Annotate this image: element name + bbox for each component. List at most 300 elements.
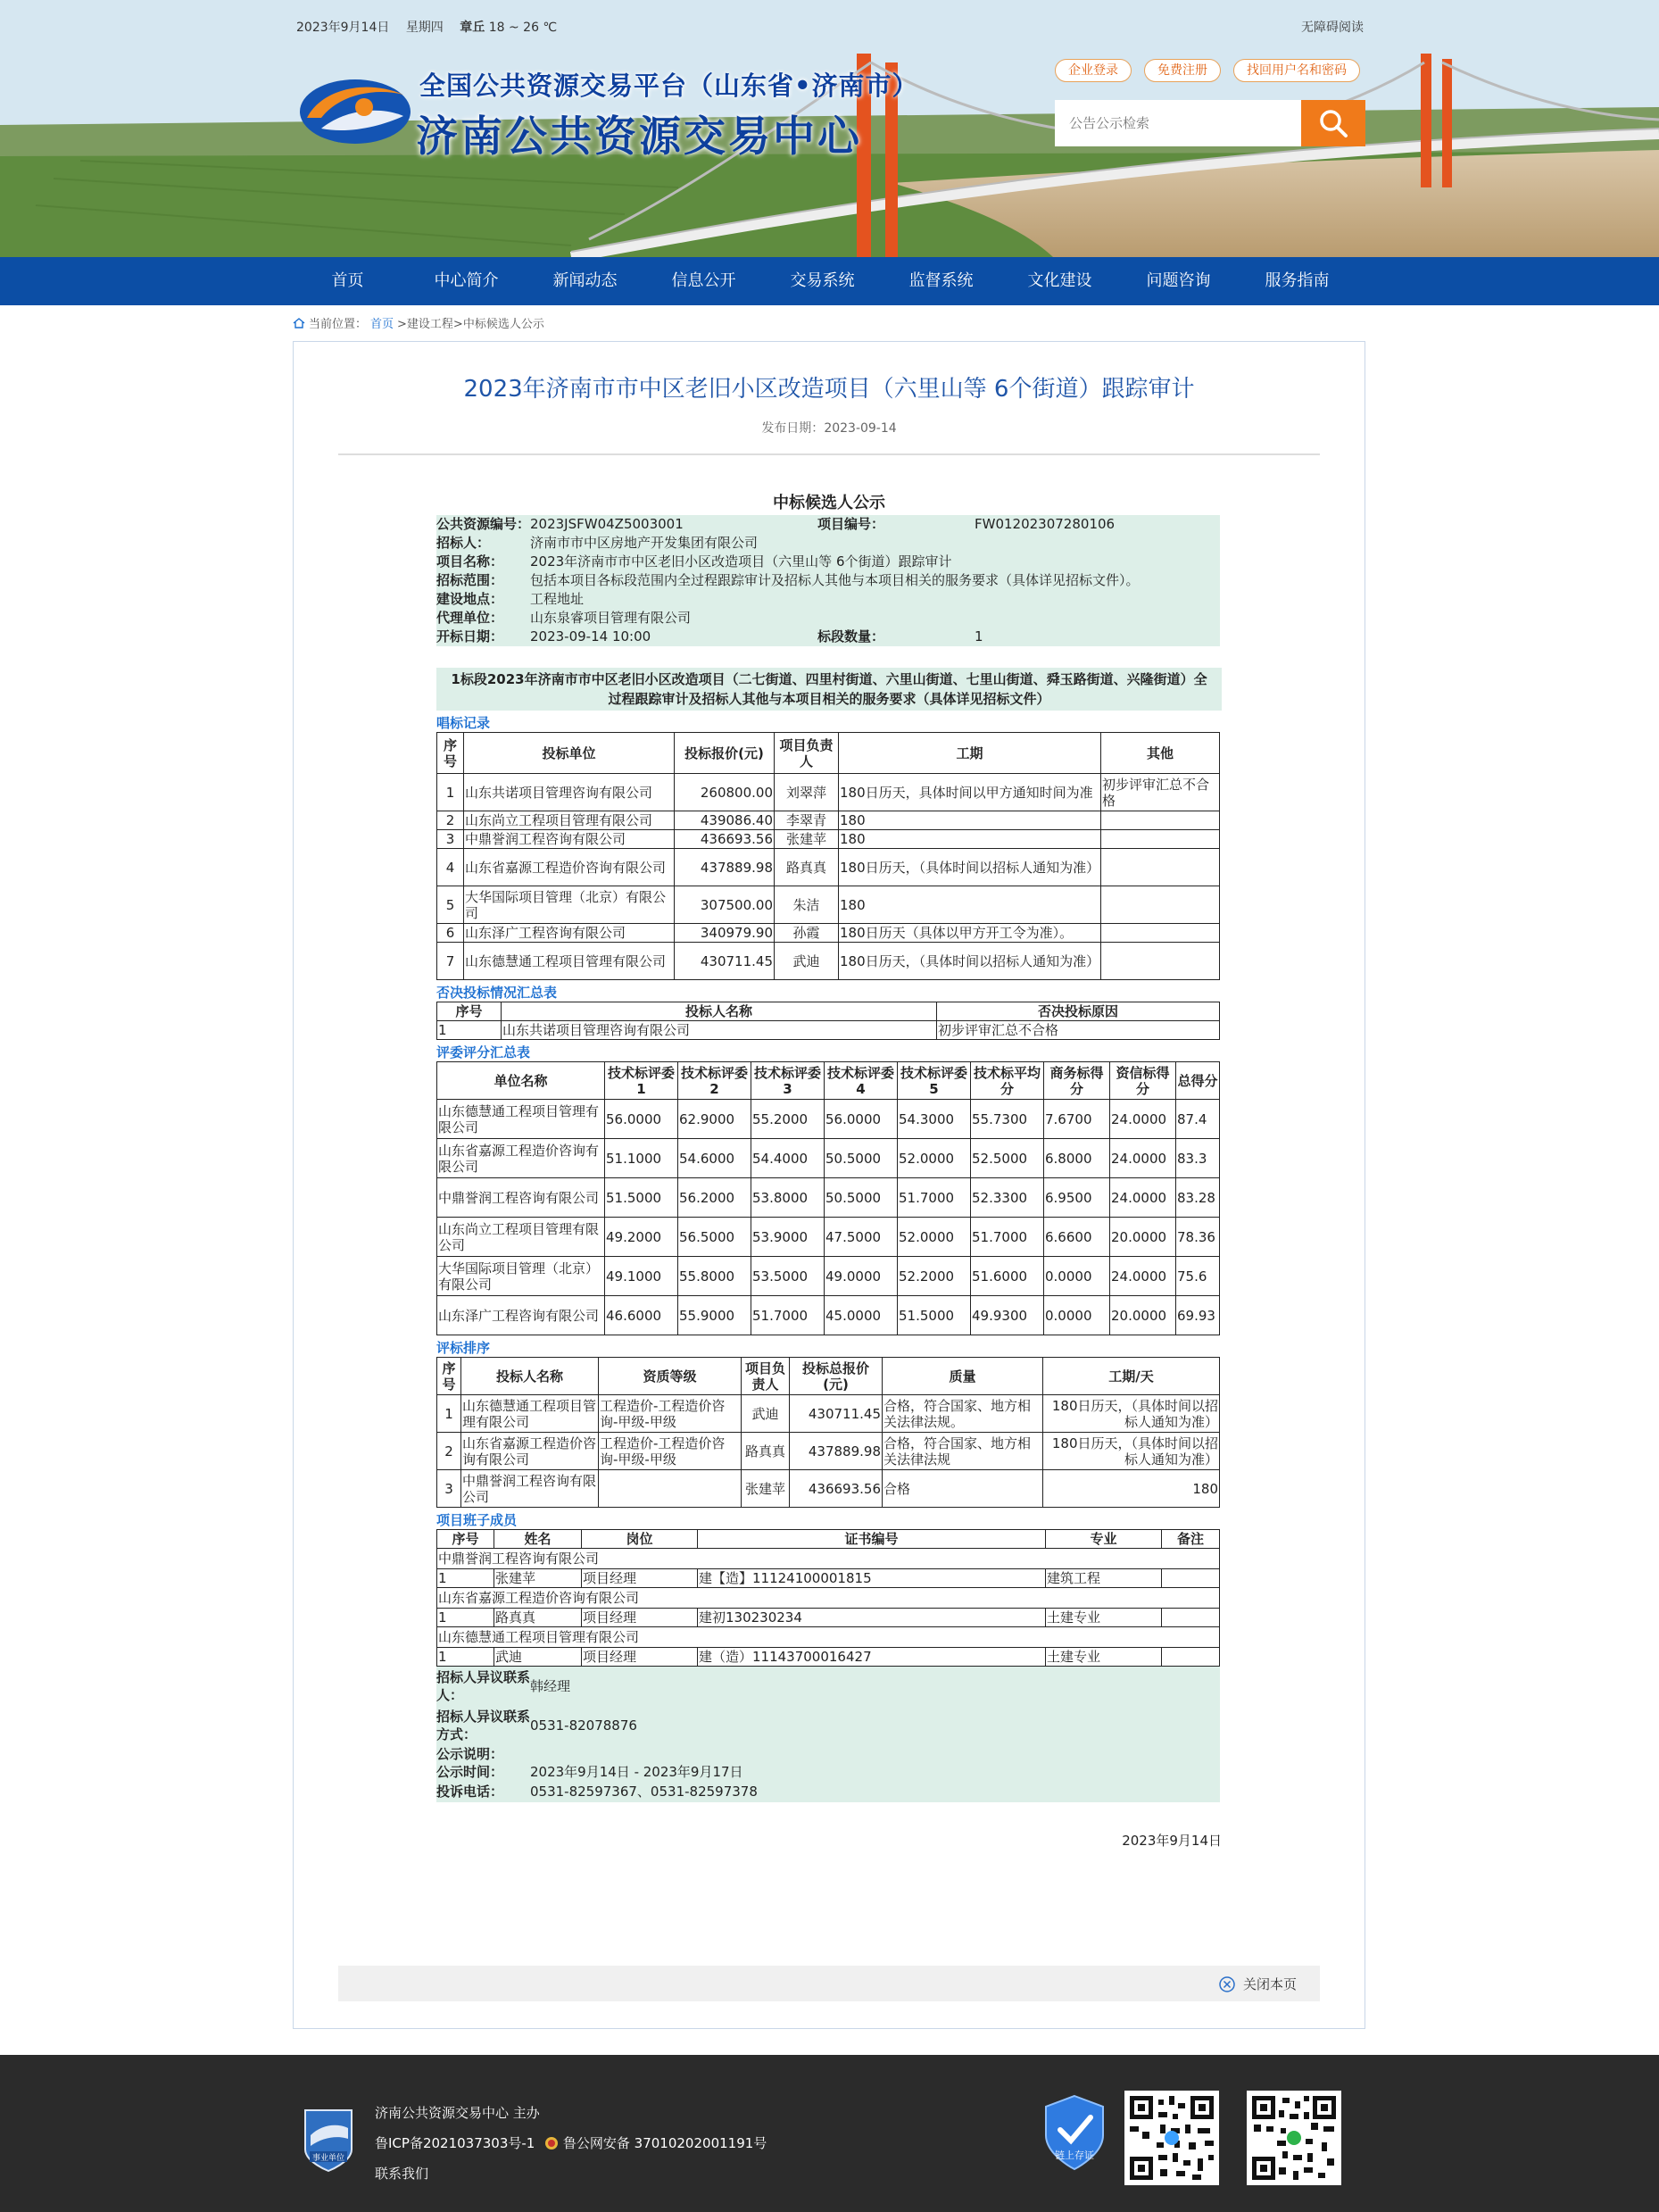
- code-label: 公共资源编号：: [436, 516, 531, 532]
- cell: [1101, 886, 1220, 924]
- cell: 56.0000: [825, 1100, 898, 1139]
- table-row: [437, 1296, 1220, 1335]
- cell: 53.8000: [751, 1178, 825, 1218]
- cell: 87.4: [1176, 1100, 1220, 1139]
- cell: 山东尚立工程项目管理有限公司: [464, 811, 675, 830]
- rank-head-quality: 质量: [883, 1358, 1043, 1395]
- chain-shield-icon: [1042, 2092, 1107, 2173]
- cell: 中鼎誉润工程咨询有限公司: [464, 830, 675, 849]
- table-row: [437, 1021, 1220, 1040]
- team-head-cert: 证书编号: [698, 1530, 1046, 1549]
- cell: 2: [437, 1433, 461, 1470]
- cell: 项目经理: [582, 1648, 698, 1667]
- cell: 55.2000: [751, 1100, 825, 1139]
- team-head-post: 岗位: [582, 1530, 698, 1549]
- cell: 6.6600: [1044, 1218, 1110, 1257]
- cell: [599, 1470, 742, 1508]
- qr-code-icon: [1252, 2096, 1336, 2180]
- score-head-credit: 资信标得分: [1110, 1062, 1176, 1100]
- cell: 180: [839, 811, 1101, 830]
- close-bar: [338, 1966, 1320, 2001]
- table-row: [437, 1648, 1220, 1667]
- team-head-note: 备注: [1162, 1530, 1220, 1549]
- agent-value: 山东泉睿项目管理有限公司: [530, 610, 692, 626]
- cell: 54.6000: [678, 1139, 751, 1178]
- table-row: [437, 1218, 1220, 1257]
- team-company: 中鼎誉润工程咨询有限公司: [437, 1549, 1220, 1569]
- qr-code-icon: [1130, 2096, 1214, 2180]
- table-row: [437, 1257, 1220, 1296]
- cell: 1: [437, 1021, 502, 1040]
- cell: 6: [437, 924, 464, 943]
- table-row: [437, 1609, 1220, 1627]
- cell: 56.5000: [678, 1218, 751, 1257]
- cell: 56.0000: [605, 1100, 678, 1139]
- contact-phone-label: 招标人异议联系方式：: [436, 1709, 531, 1742]
- table-row: [437, 1395, 1220, 1433]
- cell: 4: [437, 849, 464, 886]
- bids-head-unit: 投标单位: [464, 733, 675, 774]
- lots-value: 1: [975, 628, 983, 644]
- cell: 50.5000: [825, 1178, 898, 1218]
- table-row: [437, 1433, 1220, 1470]
- contact-info: [436, 1667, 1220, 1802]
- table-row: [437, 943, 1220, 980]
- cell: 52.5000: [971, 1139, 1044, 1178]
- search-input[interactable]: [1055, 100, 1301, 146]
- publish-date-value: 2023-09-14: [824, 421, 897, 436]
- breadcrumb-label: 当前位置：: [309, 318, 368, 331]
- cell: [1101, 849, 1220, 886]
- cell: 54.4000: [751, 1139, 825, 1178]
- reject-table: [436, 1002, 1220, 1040]
- current-date: 2023年9月14日: [296, 21, 390, 35]
- table-row: [437, 830, 1220, 849]
- cell: 180日历天，（具体时间以招标人通知为准）: [839, 849, 1101, 886]
- police-emblem-icon: [544, 2136, 559, 2150]
- cell: 430711.45: [675, 943, 775, 980]
- cell: 260800.00: [675, 774, 775, 811]
- nav-guide[interactable]: 服务指南: [1265, 271, 1330, 290]
- cell: 1: [437, 1648, 494, 1667]
- bids-head-price: 投标报价(元): [675, 733, 775, 774]
- cell: 20.0000: [1110, 1296, 1176, 1335]
- cell: 中鼎誉润工程咨询有限公司: [437, 1178, 605, 1218]
- cell: 54.3000: [898, 1100, 971, 1139]
- cell: 山东泽广工程咨询有限公司: [437, 1296, 605, 1335]
- notice-note-label: 公示说明：: [436, 1746, 504, 1762]
- breadcrumb-home-link[interactable]: 首页: [370, 318, 394, 331]
- cell: [1101, 943, 1220, 980]
- cell: 439086.40: [675, 811, 775, 830]
- score-head-j2: 技术标评委2: [678, 1062, 751, 1100]
- contact-us-link[interactable]: 联系我们: [375, 2166, 429, 2182]
- score-head-total: 总得分: [1176, 1062, 1220, 1100]
- date-weather: [296, 18, 569, 36]
- cell: 工程造价-工程造价咨询-甲级-甲级: [599, 1433, 742, 1470]
- team-company: 山东德慧通工程项目管理有限公司: [437, 1627, 1220, 1648]
- main-nav: [0, 257, 1659, 305]
- tenderer-value: 济南市市中区房地产开发集团有限公司: [530, 535, 759, 551]
- cell: 山东省嘉源工程造价咨询有限公司: [461, 1433, 599, 1470]
- nav-culture[interactable]: 文化建设: [1027, 271, 1092, 290]
- cell: 3: [437, 830, 464, 849]
- search-icon: [1318, 108, 1348, 138]
- cell: 建初130230234: [698, 1609, 1046, 1627]
- cell: 山东共诺项目管理咨询有限公司: [502, 1021, 937, 1040]
- cell: 75.6: [1176, 1257, 1220, 1296]
- cell: 51.5000: [605, 1178, 678, 1218]
- lots-label: 标段数量：: [817, 628, 885, 644]
- footer: [0, 2055, 1659, 2212]
- accessibility-link[interactable]: 无障碍阅读: [1301, 21, 1364, 35]
- project-name-value: 2023年济南市市中区老旧小区改造项目（六里山等 6个街道）跟踪审计: [530, 553, 952, 570]
- ranking-table: [436, 1357, 1220, 1508]
- cell: 49.1000: [605, 1257, 678, 1296]
- footer-host: 济南公共资源交易中心 主办: [375, 2105, 540, 2121]
- team-head-major: 专业: [1046, 1530, 1162, 1549]
- cell: 51.7000: [898, 1178, 971, 1218]
- rank-head-name: 投标人名称: [461, 1358, 599, 1395]
- cell: 孙霞: [775, 924, 839, 943]
- chain-certificate-badge[interactable]: [1042, 2092, 1107, 2176]
- cell: 合格，符合国家、地方相关法律法规: [883, 1433, 1043, 1470]
- cell: 张建苹: [742, 1470, 790, 1508]
- cell: 6.9500: [1044, 1178, 1110, 1218]
- rank-head-price: 投标总报价(元): [790, 1358, 883, 1395]
- cell: 1: [437, 1569, 494, 1588]
- bids-head-period: 工期: [839, 733, 1101, 774]
- site-title: 济南公共资源交易中心: [416, 112, 862, 162]
- cell: 中鼎誉润工程咨询有限公司: [461, 1470, 599, 1508]
- notice-document: [436, 492, 1222, 1850]
- rank-head-grade: 资质等级: [599, 1358, 742, 1395]
- scope-value: 包括本项目各标段范围内全过程跟踪审计及招标人其他与本项目相关的服务要求（具体详见招标文件）。: [530, 572, 1140, 588]
- cell: 7.6700: [1044, 1100, 1110, 1139]
- header-buttons: [1055, 59, 1360, 82]
- cell: 武迪: [494, 1648, 582, 1667]
- cell: 合格: [883, 1470, 1043, 1508]
- cell: 土建专业: [1046, 1609, 1162, 1627]
- open-date-label: 开标日期：: [436, 628, 504, 644]
- table-row: [437, 1139, 1220, 1178]
- weather-temp: 18 ~ 26 ℃: [488, 21, 558, 35]
- contact-person-label: 招标人异议联系人：: [436, 1669, 531, 1703]
- cell: 项目经理: [582, 1569, 698, 1588]
- institution-badge-text: 事业单位: [311, 2154, 345, 2163]
- cell: 56.2000: [678, 1178, 751, 1218]
- breadcrumb: [293, 314, 544, 331]
- cell: 46.6000: [605, 1296, 678, 1335]
- close-page-label: 关闭本页: [1242, 1976, 1297, 1992]
- cell: 180日历天，（具体时间以招标人通知为准）: [1043, 1433, 1220, 1470]
- nav-home[interactable]: 首页: [331, 271, 364, 290]
- cell: 项目经理: [582, 1609, 698, 1627]
- cell: 52.2000: [898, 1257, 971, 1296]
- footer-records: [375, 2128, 767, 2158]
- nav-trading[interactable]: 交易系统: [790, 271, 855, 290]
- rank-head-leader: 项目负责人: [742, 1358, 790, 1395]
- bid-record-heading: 唱标记录: [436, 715, 491, 731]
- sign-date: 2023年9月14日: [1122, 1833, 1222, 1849]
- nav-info[interactable]: 信息公开: [671, 271, 736, 290]
- score-head-business: 商务标得分: [1044, 1062, 1110, 1100]
- cell: 52.3300: [971, 1178, 1044, 1218]
- cell: 山东共诺项目管理咨询有限公司: [464, 774, 675, 811]
- cell: 建（造）11143700016427: [698, 1648, 1046, 1667]
- cell: 大华国际项目管理（北京）有限公司: [464, 886, 675, 924]
- cell: 50.5000: [825, 1139, 898, 1178]
- register-button[interactable]: 免费注册: [1144, 59, 1221, 82]
- cell: 55.7300: [971, 1100, 1044, 1139]
- notice-period-value: 2023年9月14日 - 2023年9月17日: [530, 1764, 743, 1780]
- cell: 55.9000: [678, 1296, 751, 1335]
- recover-account-button[interactable]: 找回用户名和密码: [1233, 59, 1360, 82]
- cell: 62.9000: [678, 1100, 751, 1139]
- code-value: 2023JSFW04Z5003001: [530, 516, 684, 532]
- cell: 180日历天（具体以甲方开工令为准）。: [839, 924, 1101, 943]
- cell: 山东省嘉源工程造价咨询有限公司: [437, 1139, 605, 1178]
- score-head-j5: 技术标评委5: [898, 1062, 971, 1100]
- team-head-no: 序号: [437, 1530, 494, 1549]
- lot-title: 1标段2023年济南市市中区老旧小区改造项目（二七街道、四里村街道、六里山街道、七里山街道、舜玉路街道、兴隆街道）全过程跟踪审计及招标人其他与本项目相关的服务要求（具体详见招标文件）: [436, 668, 1222, 711]
- complaint-phone-label: 投诉电话：: [436, 1784, 504, 1800]
- nav-about[interactable]: 中心简介: [434, 271, 499, 290]
- cell: 340979.90: [675, 924, 775, 943]
- cell: 51.7000: [971, 1218, 1044, 1257]
- cell: 初步评审汇总不合格: [1101, 774, 1220, 811]
- cell: [1101, 811, 1220, 830]
- cell: 武迪: [775, 943, 839, 980]
- table-row: [437, 774, 1220, 811]
- cell: 李翠青: [775, 811, 839, 830]
- table-row: [437, 1470, 1220, 1508]
- cell: 437889.98: [790, 1433, 883, 1470]
- cell: 山东尚立工程项目管理有限公司: [437, 1218, 605, 1257]
- cell: 山东德慧通工程项目管理有限公司: [461, 1395, 599, 1433]
- cell: 路真真: [494, 1609, 582, 1627]
- cell: 张建苹: [494, 1569, 582, 1588]
- scope-label: 招标范围：: [436, 572, 504, 588]
- close-page-button[interactable]: [1218, 1975, 1297, 1993]
- header-banner: [0, 0, 1659, 257]
- cell: 24.0000: [1110, 1178, 1176, 1218]
- cell: [1101, 830, 1220, 849]
- site-label: 建设地点：: [436, 591, 504, 607]
- site-value: 工程地址: [530, 591, 585, 607]
- project-info: [436, 515, 1220, 646]
- publish-date-label: 发布日期：: [761, 421, 825, 436]
- cell: 山东省嘉源工程造价咨询有限公司: [464, 849, 675, 886]
- project-no-value: FW01202307280106: [975, 516, 1116, 532]
- cell: [1162, 1569, 1220, 1588]
- cell: 5: [437, 886, 464, 924]
- chain-badge-text: 链上存证: [1055, 2150, 1094, 2161]
- cell: 180: [839, 886, 1101, 924]
- cell: 24.0000: [1110, 1257, 1176, 1296]
- cell: 180日历天，（具体时间以招标人通知为准）: [1043, 1395, 1220, 1433]
- cell: 47.5000: [825, 1218, 898, 1257]
- bids-head-other: 其他: [1101, 733, 1220, 774]
- nav-faq[interactable]: 问题咨询: [1146, 271, 1211, 290]
- cell: 180日历天，具体时间以甲方通知时间为准: [839, 774, 1101, 811]
- score-head-unit: 单位名称: [437, 1062, 605, 1100]
- cell: 2: [437, 811, 464, 830]
- public-institution-badge[interactable]: [302, 2107, 355, 2176]
- site-subtitle: 全国公共资源交易平台（山东省•济南市）: [419, 71, 919, 101]
- score-head-j1: 技术标评委1: [605, 1062, 678, 1100]
- cell: 7: [437, 943, 464, 980]
- cell: 路真真: [775, 849, 839, 886]
- cell: 24.0000: [1110, 1139, 1176, 1178]
- tenderer-label: 招标人：: [436, 535, 491, 551]
- breadcrumb-path: >建设工程>中标候选人公示: [397, 318, 544, 331]
- cell: 合格，符合国家、地方相关法律法规。: [883, 1395, 1043, 1433]
- cell: 6.8000: [1044, 1139, 1110, 1178]
- article-panel: [293, 341, 1365, 2029]
- cell: 1: [437, 1609, 494, 1627]
- nav-news[interactable]: 新闻动态: [552, 271, 618, 290]
- nav-supervision[interactable]: 监督系统: [908, 271, 974, 290]
- bid-record-table: [436, 732, 1220, 980]
- cell: 55.8000: [678, 1257, 751, 1296]
- team-head-name: 姓名: [494, 1530, 582, 1549]
- score-head-avg: 技术标平均分: [971, 1062, 1044, 1100]
- cell: 51.5000: [898, 1296, 971, 1335]
- cell: 24.0000: [1110, 1100, 1176, 1139]
- cell: 49.9300: [971, 1296, 1044, 1335]
- cell: 土建专业: [1046, 1648, 1162, 1667]
- cell: 1: [437, 774, 464, 811]
- cell: 49.0000: [825, 1257, 898, 1296]
- weekday: 星期四: [405, 21, 444, 35]
- cell: 78.36: [1176, 1218, 1220, 1257]
- cell: 307500.00: [675, 886, 775, 924]
- contact-person-value: 韩经理: [530, 1678, 571, 1694]
- cell: 51.6000: [971, 1257, 1044, 1296]
- police-record-link[interactable]: 鲁公网安备 37010202001191号: [562, 2135, 767, 2151]
- team-table: [436, 1529, 1220, 1667]
- project-name-label: 项目名称：: [436, 553, 504, 570]
- reject-head-name: 投标人名称: [502, 1002, 937, 1021]
- weather-place: 章丘: [460, 21, 485, 35]
- cell: 436693.56: [790, 1470, 883, 1508]
- icp-link[interactable]: 鲁ICP备2021037303号-1: [375, 2135, 535, 2151]
- cell: 张建苹: [775, 830, 839, 849]
- notice-period-label: 公示时间：: [436, 1764, 504, 1780]
- table-row: [437, 1178, 1220, 1218]
- cell: 83.28: [1176, 1178, 1220, 1218]
- cell: 53.5000: [751, 1257, 825, 1296]
- open-date-value: 2023-09-14 10:00: [530, 628, 651, 644]
- cell: 69.93: [1176, 1296, 1220, 1335]
- score-table: [436, 1061, 1220, 1335]
- score-head-j3: 技术标评委3: [751, 1062, 825, 1100]
- cell: 建筑工程: [1046, 1569, 1162, 1588]
- cell: 180: [1043, 1470, 1220, 1508]
- contact-phone-value: 0531-82078876: [530, 1717, 637, 1734]
- reject-heading: 否决投标情况汇总表: [436, 985, 558, 1001]
- rank-head-no: 序号: [437, 1358, 461, 1395]
- publish-date: [294, 419, 1365, 437]
- home-icon: [293, 318, 305, 328]
- ranking-heading: 评标排序: [436, 1340, 491, 1356]
- table-row: [437, 811, 1220, 830]
- cell: [1101, 924, 1220, 943]
- cell: 53.9000: [751, 1218, 825, 1257]
- complaint-phone-value: 0531-82597367、0531-82597378: [530, 1784, 758, 1800]
- project-no-label: 项目编号：: [817, 516, 885, 532]
- cell: 52.0000: [898, 1139, 971, 1178]
- enterprise-login-button[interactable]: 企业登录: [1055, 59, 1132, 82]
- cell: 工程造价-工程造价咨询-甲级-甲级: [599, 1395, 742, 1433]
- table-row: [437, 886, 1220, 924]
- cell: [1162, 1609, 1220, 1627]
- team-company: 山东省嘉源工程造价咨询有限公司: [437, 1588, 1220, 1609]
- cell: [1162, 1648, 1220, 1667]
- institution-badge-icon: [302, 2107, 355, 2173]
- cell: 建【造】11124100001815: [698, 1569, 1046, 1588]
- notice-note-value: [530, 1745, 1220, 1763]
- notice-title: 中标候选人公示: [773, 494, 885, 512]
- cell: 0.0000: [1044, 1257, 1110, 1296]
- close-icon: [1218, 1975, 1236, 1993]
- cell: 430711.45: [790, 1395, 883, 1433]
- bids-head-no: 序号: [437, 733, 464, 774]
- search-box: [1055, 100, 1365, 146]
- qr-code-app: [1247, 2091, 1341, 2185]
- reject-head-reason: 否决投标原因: [937, 1002, 1220, 1021]
- cell: 51.7000: [751, 1296, 825, 1335]
- table-row: [437, 924, 1220, 943]
- team-heading: 项目班子成员: [436, 1512, 518, 1528]
- cell: 20.0000: [1110, 1218, 1176, 1257]
- cell: 51.1000: [605, 1139, 678, 1178]
- cell: 大华国际项目管理（北京）有限公司: [437, 1257, 605, 1296]
- site-logo[interactable]: [294, 64, 1008, 162]
- cell: 山东泽广工程咨询有限公司: [464, 924, 675, 943]
- cell: 武迪: [742, 1395, 790, 1433]
- cell: 1: [437, 1395, 461, 1433]
- footer-text: [375, 2098, 767, 2189]
- table-row: [437, 1100, 1220, 1139]
- rank-head-period: 工期/天: [1043, 1358, 1220, 1395]
- cell: 437889.98: [675, 849, 775, 886]
- cell: 52.0000: [898, 1218, 971, 1257]
- reject-head-no: 序号: [437, 1002, 502, 1021]
- title-divider: [338, 453, 1320, 455]
- score-head-j4: 技术标评委4: [825, 1062, 898, 1100]
- cell: 初步评审汇总不合格: [937, 1021, 1220, 1040]
- cell: 路真真: [742, 1433, 790, 1470]
- cell: 3: [437, 1470, 461, 1508]
- cell: 83.3: [1176, 1139, 1220, 1178]
- bids-head-leader: 项目负责人: [775, 733, 839, 774]
- search-button[interactable]: [1301, 100, 1365, 146]
- cell: 45.0000: [825, 1296, 898, 1335]
- cell: 山东德慧通工程项目管理有限公司: [437, 1100, 605, 1139]
- article-title: 2023年济南市市中区老旧小区改造项目（六里山等 6个街道）跟踪审计: [463, 376, 1195, 403]
- table-row: [437, 849, 1220, 886]
- cell: 49.2000: [605, 1218, 678, 1257]
- cell: 朱洁: [775, 886, 839, 924]
- qr-code-wechat: [1124, 2091, 1219, 2185]
- cell: 刘翠萍: [775, 774, 839, 811]
- cell: 山东德慧通工程项目管理有限公司: [464, 943, 675, 980]
- cell: 436693.56: [675, 830, 775, 849]
- cell: 180: [839, 830, 1101, 849]
- agent-label: 代理单位：: [436, 610, 504, 626]
